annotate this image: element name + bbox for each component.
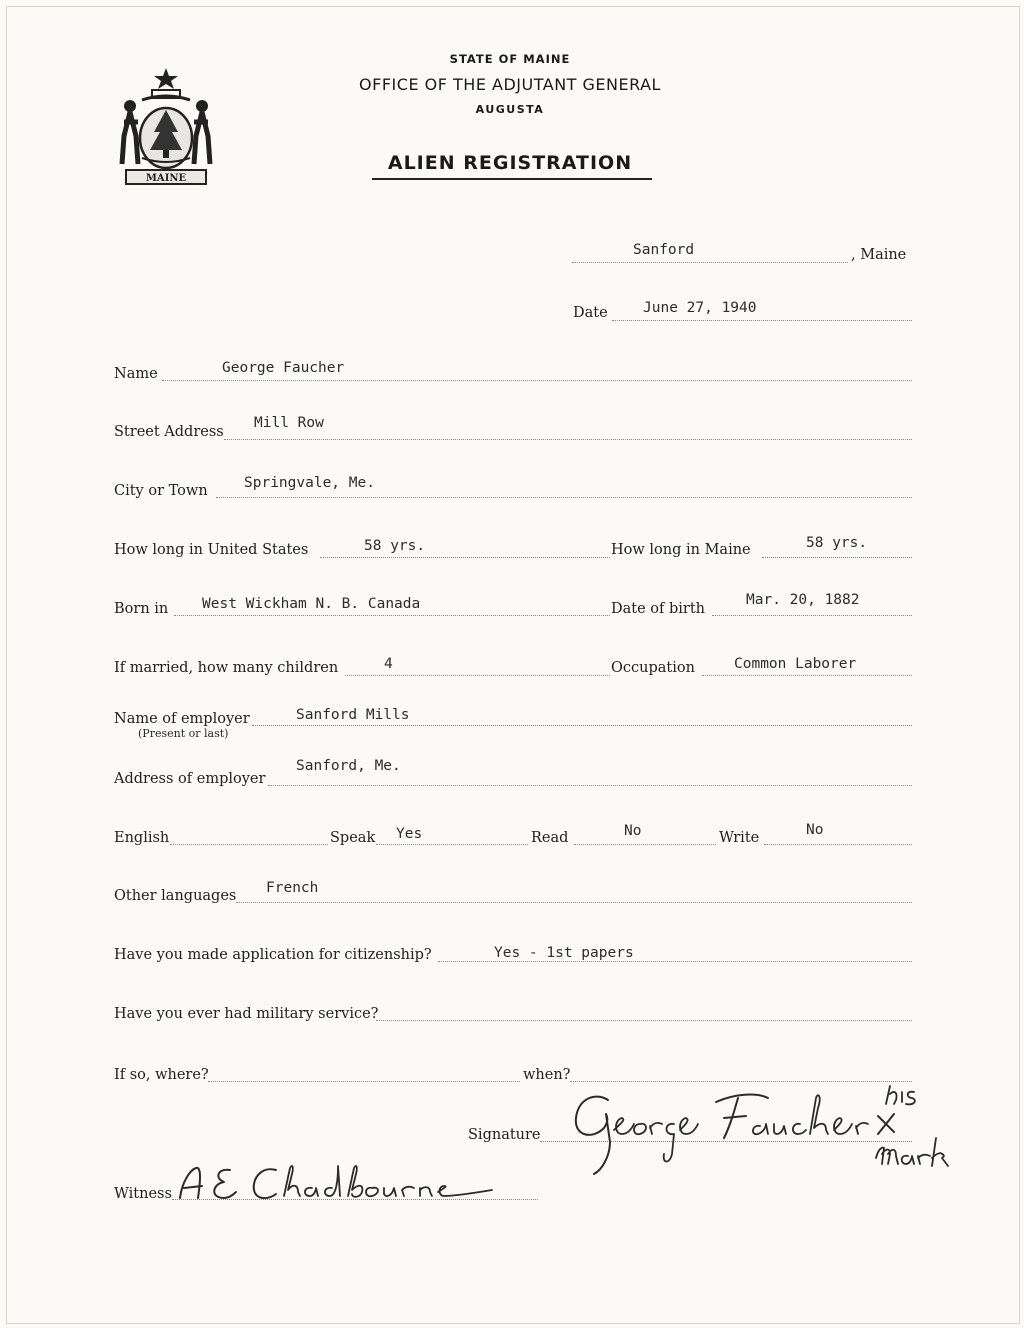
street-value[interactable]: Mill Row xyxy=(254,415,324,431)
employer-label: Name of employer xyxy=(114,711,250,727)
other-languages-label: Other languages xyxy=(114,888,237,904)
employer-sublabel: (Present or last) xyxy=(138,727,229,740)
military-label: Have you ever had military service? xyxy=(114,1006,379,1022)
witness-handwriting[interactable] xyxy=(172,1158,512,1208)
name-line xyxy=(162,380,912,381)
street-label: Street Address xyxy=(114,424,224,440)
read-label: Read xyxy=(531,830,569,846)
other-languages-value[interactable]: French xyxy=(266,880,319,896)
place-suffix: , Maine xyxy=(851,247,907,263)
employer-line xyxy=(252,725,912,726)
children-value[interactable]: 4 xyxy=(384,656,393,672)
born-in-line xyxy=(174,615,610,616)
birth-date-value[interactable]: Mar. 20, 1882 xyxy=(746,592,860,608)
english-line xyxy=(170,844,328,845)
name-value[interactable]: George Faucher xyxy=(222,360,345,376)
employer-value[interactable]: Sanford Mills xyxy=(296,707,410,723)
speak-line xyxy=(376,844,528,845)
date-line xyxy=(612,320,912,321)
maine-state-seal-icon xyxy=(112,66,220,190)
when-label: when? xyxy=(523,1067,571,1083)
english-label: English xyxy=(114,830,170,846)
city-value[interactable]: Springvale, Me. xyxy=(244,475,375,491)
signature-label: Signature xyxy=(468,1127,541,1143)
occupation-label: Occupation xyxy=(611,660,695,676)
title-underline xyxy=(372,178,652,180)
birth-date-line xyxy=(712,615,912,616)
date-value[interactable]: June 27, 1940 xyxy=(643,300,757,316)
place-value[interactable]: Sanford xyxy=(633,242,695,258)
military-line xyxy=(376,1020,912,1021)
where-label: If so, where? xyxy=(114,1067,209,1083)
speak-value[interactable]: Yes xyxy=(396,826,423,842)
children-line xyxy=(345,675,610,676)
maine-duration-label: How long in Maine xyxy=(611,542,751,558)
birth-date-label: Date of birth xyxy=(611,601,706,617)
signature-handwriting[interactable] xyxy=(548,1078,958,1178)
place-line xyxy=(572,262,848,263)
occupation-line xyxy=(702,675,912,676)
header-office: OFFICE OF THE ADJUTANT GENERAL xyxy=(359,75,661,94)
us-duration-label: How long in United States xyxy=(114,542,309,558)
city-line xyxy=(216,497,912,498)
header-city: AUGUSTA xyxy=(475,103,545,116)
date-label: Date xyxy=(573,305,608,321)
us-duration-line xyxy=(320,557,610,558)
write-value[interactable]: No xyxy=(806,822,824,838)
born-in-label: Born in xyxy=(114,601,169,617)
children-label: If married, how many children xyxy=(114,660,339,676)
employer-address-label: Address of employer xyxy=(114,771,266,787)
city-label: City or Town xyxy=(114,483,208,499)
us-duration-value[interactable]: 58 yrs. xyxy=(364,538,426,554)
witness-label: Witness xyxy=(114,1186,172,1202)
seal-text: MAINE xyxy=(145,173,187,184)
citizenship-value[interactable]: Yes - 1st papers xyxy=(494,945,634,961)
born-in-value[interactable]: West Wickham N. B. Canada xyxy=(202,596,421,612)
employer-address-value[interactable]: Sanford, Me. xyxy=(296,758,401,774)
employer-address-line xyxy=(268,785,912,786)
where-line xyxy=(208,1081,520,1082)
street-line xyxy=(224,439,912,440)
maine-duration-value[interactable]: 58 yrs. xyxy=(806,535,868,551)
occupation-value[interactable]: Common Laborer xyxy=(734,656,857,672)
maine-duration-line xyxy=(762,557,912,558)
write-line xyxy=(764,844,912,845)
citizenship-line xyxy=(438,961,912,962)
form-title: ALIEN REGISTRATION xyxy=(387,152,633,174)
speak-label: Speak xyxy=(330,830,376,846)
read-value[interactable]: No xyxy=(624,823,642,839)
name-label: Name xyxy=(114,366,158,382)
write-label: Write xyxy=(719,830,760,846)
header-state: STATE OF MAINE xyxy=(449,52,571,66)
other-languages-line xyxy=(236,902,912,903)
read-line xyxy=(574,844,716,845)
citizenship-label: Have you made application for citizenship? xyxy=(114,947,432,963)
